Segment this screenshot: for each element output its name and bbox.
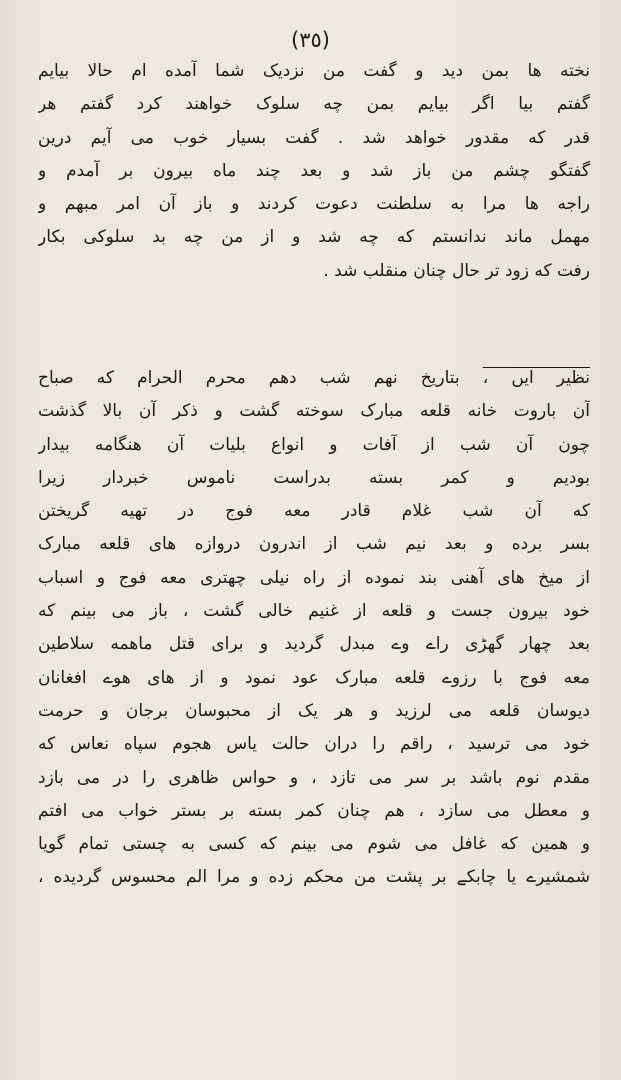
text-line-first [38, 362, 590, 395]
text-line: بودیم و کمر بسته بدراست ناموس خبردار زیرا [38, 467, 590, 488]
text-line: مهمل ماند ندانستم که چه شد و از من چه بد سلوکی بکار [38, 227, 590, 248]
text-line-rest: بتاریخ نهم شب دهم محرم الحرام که صباح [38, 368, 460, 388]
text-line: رفت که زود تر حال چنان منقلب شد . [323, 260, 590, 281]
text-line: نخته ها بمن دید و گفت من نزدیک شما آمده ام حالا بیایم [38, 61, 590, 81]
text-line: گفتگو چشم من باز شد و بعد چند ماه بیرون بر آمدم و [38, 160, 590, 181]
text-line: و همین که غافل می شوم می بینم که کسی به چستی تمام گویا [38, 834, 590, 855]
paragraph-lead: نظیر ایں ، [482, 368, 590, 388]
text-line: از میخ های آهنی بند نموده از راه نیلی چهتری معه فوج و اسباب [38, 567, 590, 588]
text-line: که آن شب غلام قادر معه فوج در تهیه گریختن [38, 501, 590, 522]
text-line: خود می ترسید ، راقم را دران حالت یاس هجوم سپاه نعاس که [38, 734, 590, 755]
text-line: چون آن شب از آفات و انواع بلیات آن هنگامه بیدار [38, 434, 590, 455]
text-line: آن باروت خانه قلعه مبارک سوخته گشت و ذکر آن بالا گذشت [38, 401, 590, 422]
paragraph-2 [38, 362, 590, 895]
text-line: گفتم بیا اگر بیایم بمن چه سلوک خواهند کرد گفتم هر [38, 94, 590, 115]
text-line: معه فوج با رزوے قلعه مبارک عود نمود و از های هوے افغانان [38, 667, 590, 688]
text-line: مقدم نوم باشد بر سر می تازد ، و حواس ظاهری را در می بازد [38, 767, 590, 788]
text-line: بسر برده و بعد نیم شب از اندرون دروازه های قلعه مبارک [38, 534, 590, 555]
text-line: راجه ها مرا به سلطنت دعوت کردند و باز آن امر مبهم و [38, 194, 590, 215]
text-line: بعد چهار گهڑی راے وے مبدل گردید و برای قتل ماهمه سلاطین [38, 634, 590, 655]
paragraph-1 [38, 55, 590, 288]
text-line: و معطل می سازد ، هم چنان کمر بسته بر بستر خواب می افتم [38, 800, 590, 821]
page-number: (٣٥) [291, 28, 330, 52]
text-line: قدر که مقدور خواهد شد . گفت بسیار خوب می آیم درین [38, 127, 590, 148]
text-line: شمشیرے یا چابکے بر پشت من محکم زده و مرا الم محسوس گردیده ، [38, 867, 590, 888]
text-line: دیوسان قلعه می لرزید و هر یک از محبوسان برجان و حرمت [38, 700, 590, 721]
text-line: خود بیرون جست و قلعه از غنیم خالی گشت ، باز می بینم که [38, 601, 590, 622]
